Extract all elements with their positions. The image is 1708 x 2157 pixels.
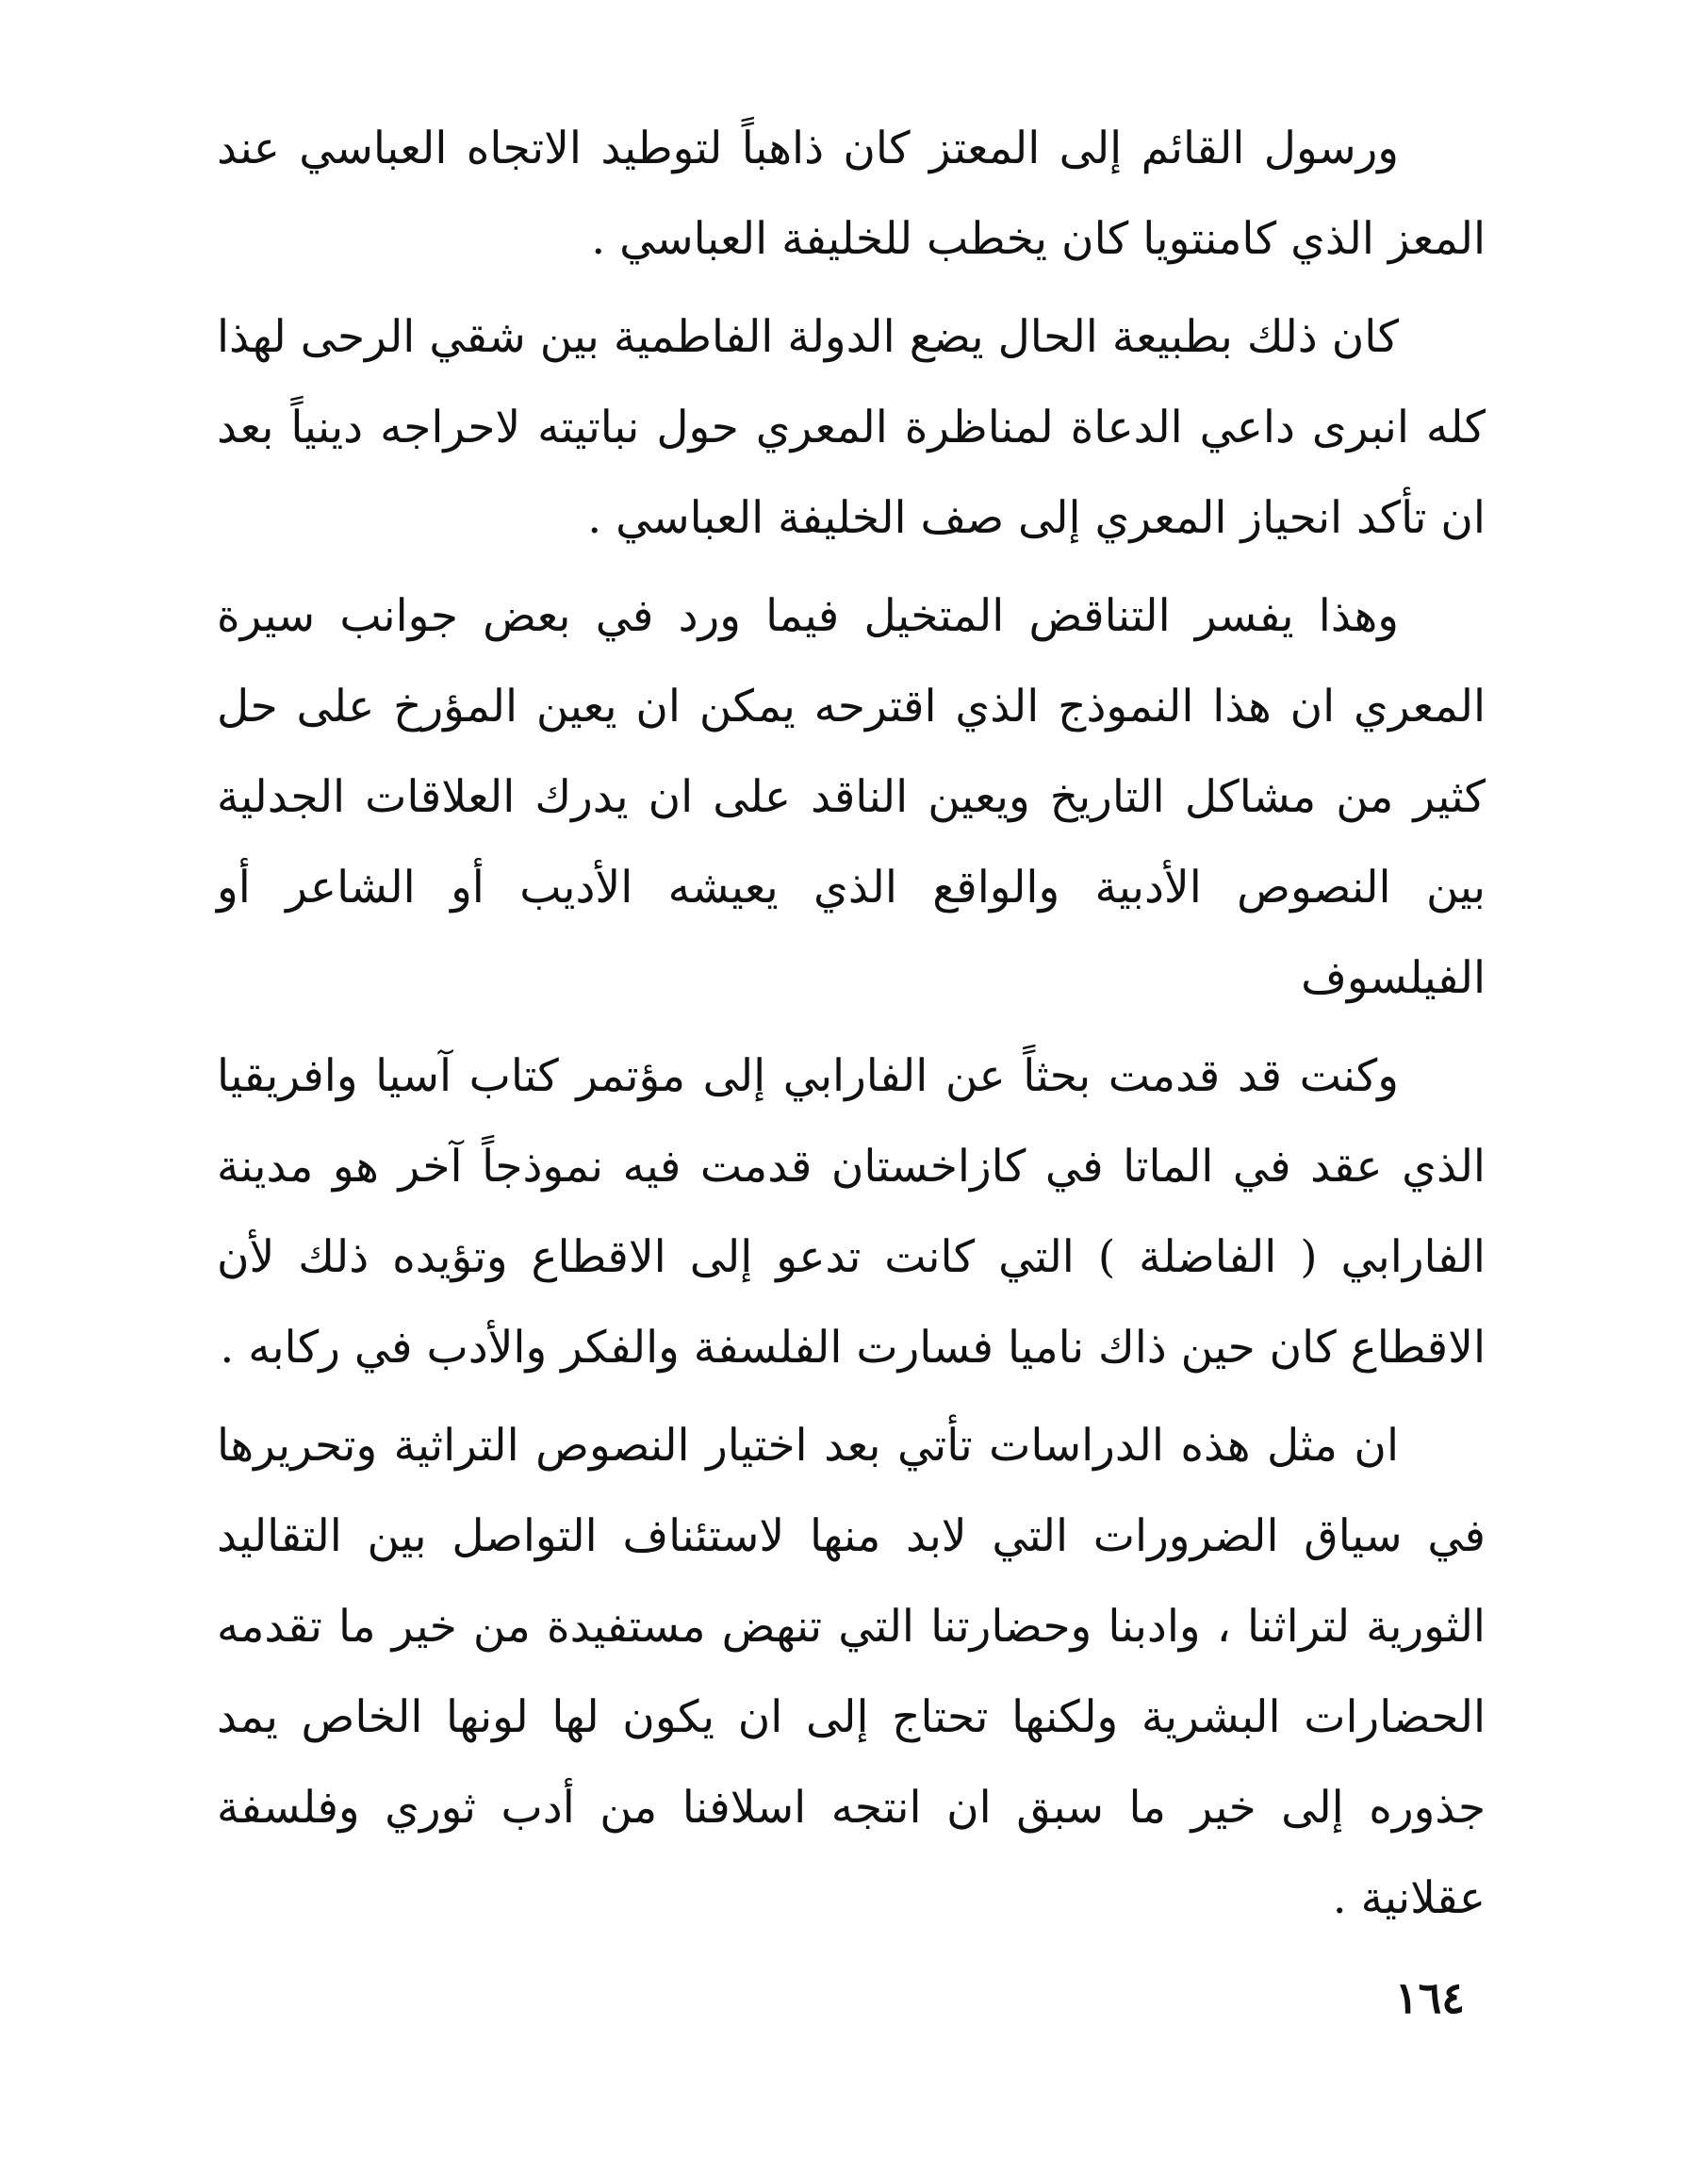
body-text bbox=[217, 104, 1486, 1951]
paragraph-5: ان مثل هذه الدراسات تأتي بعد اختيار النصوص التراثية وتحريرها في سياق الضرورات التي لابد منها لاستئناف التواصل بين التقاليد الثورية لتراثنا ، وادبنا وحضارتنا التي تنهض مستفيدة من خير ما تقدمه الحضارات البشرية ولكنها تحتاج إلى ان يكون لها لونها الخاص يمد جذوره إلى خير ما سبق ان انتجه اسلافنا من أدب ثوري وفلسفة عقلانية . bbox=[217, 1420, 1486, 1924]
page-number: ١٦٤ bbox=[1394, 1972, 1465, 2023]
paragraph-1: ورسول القائم إلى المعتز كان ذاهباً لتوطيد الاتجاه العباسي عند المعز الذي كامنتويا كان يخطب للخليفة العباسي . bbox=[217, 123, 1486, 265]
paragraph-3: وهذا يفسر التناقض المتخيل فيما ورد في بعض جوانب سيرة المعري ان هذا النموذج الذي اقترحه يمكن ان يعين المؤرخ على حل كثير من مشاكل التاريخ ويعين الناقد على ان يدرك العلاقات الجدلية بين النصوص الأدبية والواقع الذي يعيشه الأديب أو الشاعر أو الفيلسوف bbox=[217, 590, 1486, 1004]
paragraph-4: وكنت قد قدمت بحثاً عن الفارابي إلى مؤتمر كتاب آسيا وافريقيا الذي عقد في الماتا في كازاخستان قدمت فيه نموذجاً آخر هو مدينة الفارابي ( الفاضلة ) التي كانت تدعو إلى الاقطاع وتؤيده ذلك لأن الاقطاع كان حين ذاك ناميا فسارت الفلسفة والفكر والأدب في ركابه . bbox=[217, 1050, 1486, 1374]
paragraph-2: كان ذلك بطبيعة الحال يضع الدولة الفاطمية بين شقي الرحى لهذا كله انبرى داعي الدعاة لمناظرة المعري حول نباتيته لاحراجه دينياً بعد ان تأكد انحياز المعري إلى صف الخليفة العباسي . bbox=[217, 311, 1486, 544]
